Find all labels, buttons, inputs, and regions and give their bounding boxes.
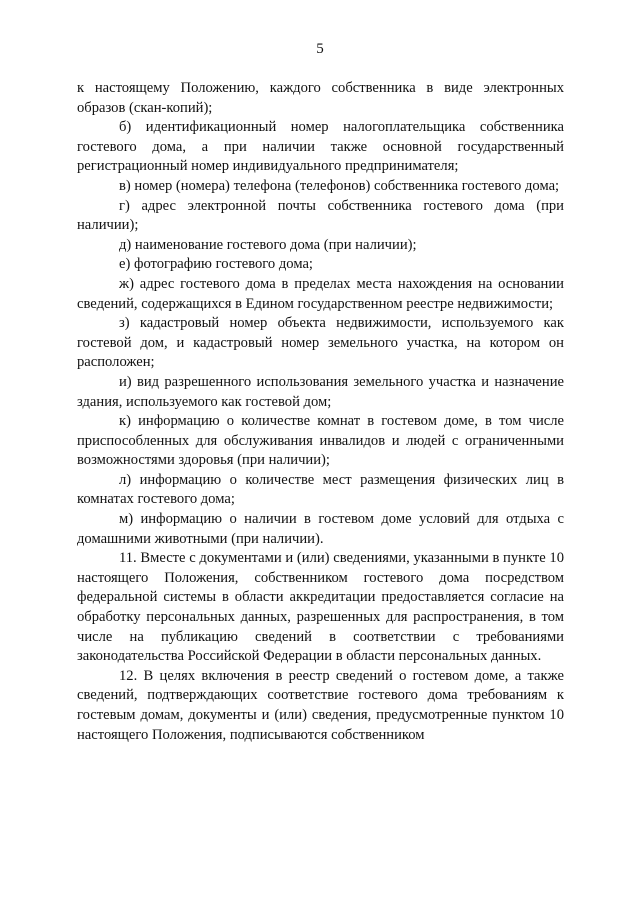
page-number: 5 [316,41,324,57]
paragraph-m: м) информацию о наличии в гостевом доме условий для отдыха с домашними животными (при наличии). [77,511,564,547]
paragraph-11: 11. Вместе с документами и (или) сведениями, указанными в пункте 10 настоящего Положения, собственником гостевого дома посредством федеральной системы в области аккредитации предоставляется согласие на обработку персональных данных, разрешенных для распространения, в том числе на публикацию сведений в соответствии с требованиями законодательства Российской Федерации в области персональных данных. [77,550,564,665]
paragraph-12: 12. В целях включения в реестр сведений о гостевом доме, а также сведений, подтверждающих соответствие гостевого дома требованиям к гостевым домам, документы и (или) сведения, предусмотренные пунктом 10 настоящего Положения, подписываются собственником [77,667,564,743]
paragraph-v: в) номер (номера) телефона (телефонов) собственника гостевого дома; [119,177,560,194]
paragraph-z: з) кадастровый номер объекта недвижимости, используемого как гостевой дом, и кадастровый номер земельного участка, на котором он расположен; [77,315,564,371]
paragraph-d: д) наименование гостевого дома (при наличии); [119,236,417,253]
paragraph-g: г) адрес электронной почты собственника гостевого дома (при наличии); [77,197,564,234]
paragraph-zh: ж) адрес гостевого дома в пределах места нахождения на основании сведений, содержащихся в Едином государственном реестре недвижимости; [77,275,564,312]
paragraph-b: б) идентификационный номер налогоплательщика собственника гостевого дома, а при наличии также основной государственный регистрационный номер индивидуального предпринимателя; [77,119,564,175]
paragraph-e: е) фотографию гостевого дома; [119,256,313,273]
document-body [77,79,564,745]
paragraph-l: л) информацию о количестве мест размещения физических лиц в комнатах гостевого дома; [77,471,564,508]
paragraph-k: к) информацию о количестве комнат в гостевом доме, в том числе приспособленных для обслуживания инвалидов и людей с ограниченными возможностями здоровья (при наличии); [77,413,564,469]
paragraph-continuation: к настоящему Положению, каждого собственника в виде электронных образов (скан-копий); [77,80,564,116]
paragraph-i: и) вид разрешенного использования земельного участка и назначение здания, используемого как гостевой дом; [77,373,564,410]
